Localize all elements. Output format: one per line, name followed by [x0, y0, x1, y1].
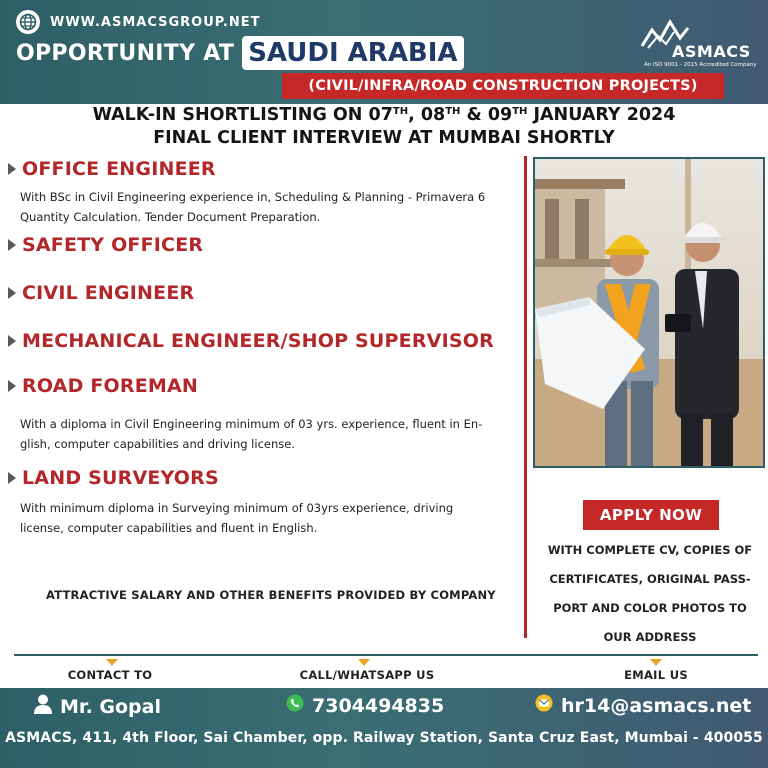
contact-email[interactable] [535, 694, 751, 717]
user-icon [34, 694, 52, 719]
walkin-line-2: FINAL CLIENT INTERVIEW AT MUMBAI SHORTLY [153, 128, 615, 148]
contact-to-label: CONTACT TO [67, 668, 153, 682]
position-civil-engineer: CIVIL ENGINEER [8, 282, 194, 304]
arrow-icon [8, 239, 16, 251]
caret-icon [650, 659, 662, 666]
arrow-icon [8, 472, 16, 484]
position-land-surveyors: LAND SURVEYORS [8, 467, 219, 489]
contact-phone[interactable] [286, 694, 444, 717]
position-mechanical-engineer: MECHANICAL ENGINEER/SHOP SUPERVISOR [8, 330, 494, 352]
caret-icon [358, 659, 370, 666]
header-banner [0, 0, 768, 104]
office-address: ASMACS, 411, 4th Floor, Sai Chamber, opp. Railway Station, Santa Cruz East, Mumbai - 400055 [5, 730, 763, 746]
caret-icon [106, 659, 118, 666]
whatsapp-icon [286, 694, 304, 717]
headline-main: OPPORTUNITY AT [16, 40, 235, 66]
position-office-engineer: OFFICE ENGINEER [8, 158, 216, 180]
walkin-line-1: WALK-IN SHORTLISTING ON 07TH, 08TH & 09TH JANUARY 2024 [92, 105, 676, 125]
contact-person [34, 694, 161, 719]
website-url[interactable]: WWW.ASMACSGROUP.NET [50, 14, 261, 30]
engineers-photo [533, 157, 765, 468]
projects-subtitle: (CIVIL/INFRA/ROAD CONSTRUCTION PROJECTS) [282, 73, 724, 99]
phone-number[interactable]: 7304494835 [312, 694, 445, 717]
email-us-label: EMAIL US [624, 668, 688, 682]
logo-tagline: An ISO 9001 - 2015 Accredited Company [644, 62, 757, 68]
asmacs-logo [638, 12, 757, 68]
salary-note: ATTRACTIVE SALARY AND OTHER BENEFITS PROVIDED BY COMPANY [46, 588, 496, 602]
arrow-icon [8, 163, 16, 175]
position-safety-officer: SAFETY OFFICER [8, 234, 203, 256]
position-desc-land-surveyors: With minimum diploma in Surveying minimum of 03yrs experience, driving license, computer capabilities and fluent in English. [20, 501, 454, 535]
contact-divider [14, 654, 758, 656]
headline [16, 36, 464, 70]
position-road-foreman: ROAD FOREMAN [8, 375, 198, 397]
apply-instructions: WITH COMPLETE CV, COPIES OF CERTIFICATES, ORIGINAL PASS- PORT AND COLOR PHOTOS TO OUR ADDRESS [547, 543, 753, 644]
headline-country: SAUDI ARABIA [242, 36, 463, 70]
engineers-illustration [535, 159, 763, 466]
apply-now-button[interactable]: APPLY NOW [583, 500, 719, 530]
website-row [16, 10, 260, 34]
walkin-info [0, 104, 768, 150]
email-address[interactable]: hr14@asmacs.net [561, 694, 752, 717]
email-icon [535, 694, 553, 717]
arrow-icon [8, 380, 16, 392]
globe-icon [16, 10, 40, 34]
contact-name: Mr. Gopal [60, 695, 161, 718]
arrow-icon [8, 335, 16, 347]
position-desc-office-engineer: With BSc in Civil Engineering experience in, Scheduling & Planning - Primavera 6 Quantity Calculation. Tender Document Preparation. [20, 190, 486, 224]
arrow-icon [8, 287, 16, 299]
position-desc-road-foreman: With a diploma in Civil Engineering minimum of 03 yrs. experience, fluent in En- glish, computer capabilities and driving license. [20, 417, 483, 451]
call-whatsapp-label: CALL/WHATSAPP US [299, 668, 435, 682]
logo-name: ASMACS [672, 42, 751, 61]
vertical-divider [524, 156, 527, 638]
